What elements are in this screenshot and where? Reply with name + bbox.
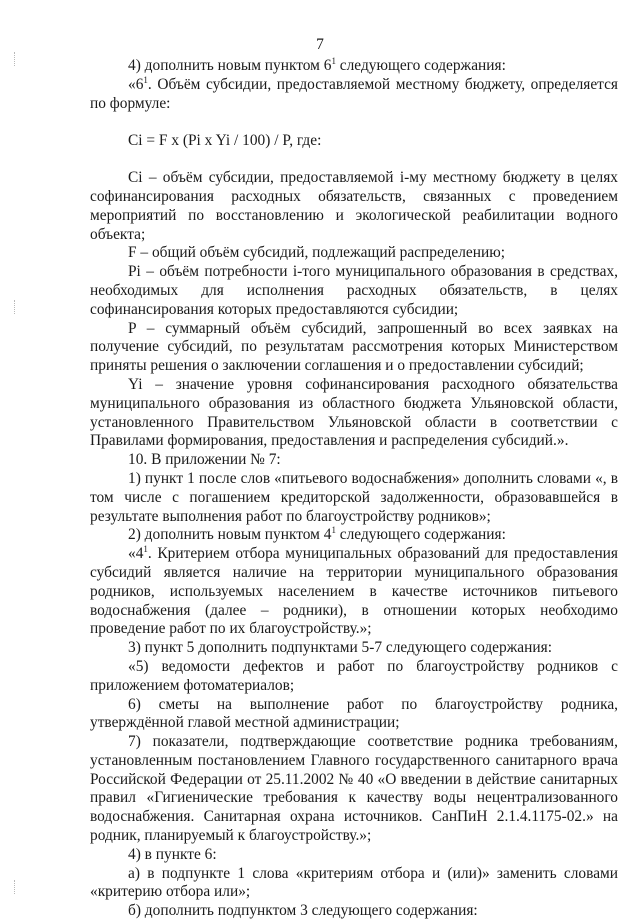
paragraph-item-4: 4) дополнить новым пунктом $6^1$ следующего содержания: <box>128 56 506 74</box>
definition-pi: Pi – объём потребности i-того муниципального образования в средствах, необходимых для исполнения расходных обязательств, в целях софинансирования которых предоставляются субсидии; <box>90 263 618 318</box>
subparagraph-5: «5) ведомости дефектов и работ по благоустройству родников с приложением фотоматериалов; <box>90 657 618 694</box>
definition-ci: Ci – объём субсидии, предоставляемой i-му местному бюджету в целях софинансирования расходных обязательств, связанных с проведением мероприятий по восстановлению и экологической реабилитации водного объекта; <box>90 169 618 243</box>
paragraph-10-4: 4) в пункте 6: <box>128 845 217 863</box>
document-body <box>90 57 618 921</box>
margin-scan-mark <box>14 300 17 314</box>
definition-f: F – общий объём субсидий, подлежащий распределению; <box>128 244 505 262</box>
paragraph-point-4-1: «$4^1$. Критерием отбора муниципальных образований для предоставления субсидий является наличие на территории муниципального образования родников, используемых населением в качестве источников питьевого водоснабжения (далее – родники), в отношении которых необходимо проведение работ по их благоустройству.»; <box>90 544 618 638</box>
page-number: 7 <box>316 36 324 53</box>
subparagraph-a: а) в подпункте 1 слова «критериям отбора и (или)» заменить словами «критерию отбора или»; <box>90 864 618 901</box>
definition-p: P – суммарный объём субсидий, запрошенный во всех заявках на получение субсидий, по результатам рассмотрения которых Министерством приняты решения о заключении соглашения и о предоставлении субсидий; <box>90 319 618 375</box>
subparagraph-b: б) дополнить подпунктом 3 следующего содержания: <box>128 902 478 920</box>
paragraph-10-3: 3) пункт 5 дополнить подпунктами 5-7 следующего содержания: <box>128 639 552 657</box>
subparagraph-7: 7) показатели, подтверждающие соответствие родника требованиям, установленным постановлением Главного государственного санитарного врача Российской Федерации от 25.11.2002 № 40 «О введении в действие санитарных правил «Гигиенические требования к качеству воды нецентрализованного водоснабжения. Санитарная охрана источников. СанПиН 2.1.4.1175-02.» на родник, планируемый к благоустройству.»; <box>90 733 618 845</box>
subparagraph-6: 6) сметы на выполнение работ по благоустройству родника, утверждённой главой местной администрации; <box>90 695 618 732</box>
margin-scan-mark <box>14 52 17 66</box>
subsidy-formula: Ci = F x (Pi x Yi / 100) / P, где: <box>128 132 322 150</box>
section-10-heading: 10. В приложении № 7: <box>128 451 281 469</box>
paragraph-10-1: 1) пункт 1 после слов «питьевого водоснабжения» дополнить словами «, в том числе с погашением кредиторской задолженности, образовавшейся в результате выполнения работ по благоустройству родников»; <box>90 469 618 525</box>
paragraph-point-6-1: «$6^1$. Объём субсидии, предоставляемой местному бюджету, определяется по формуле: <box>90 74 618 112</box>
definition-yi: Yi – значение уровня софинансирования расходного обязательства муниципального образования из областного бюджета Ульяновской области, установленного Правительством Ульяновской области в соответствии с Правилами формирования, предоставления и распределения субсидий.». <box>90 375 618 450</box>
margin-scan-mark <box>14 880 17 894</box>
paragraph-10-2: 2) дополнить новым пунктом $4^1$ следующего содержания: <box>128 525 506 544</box>
